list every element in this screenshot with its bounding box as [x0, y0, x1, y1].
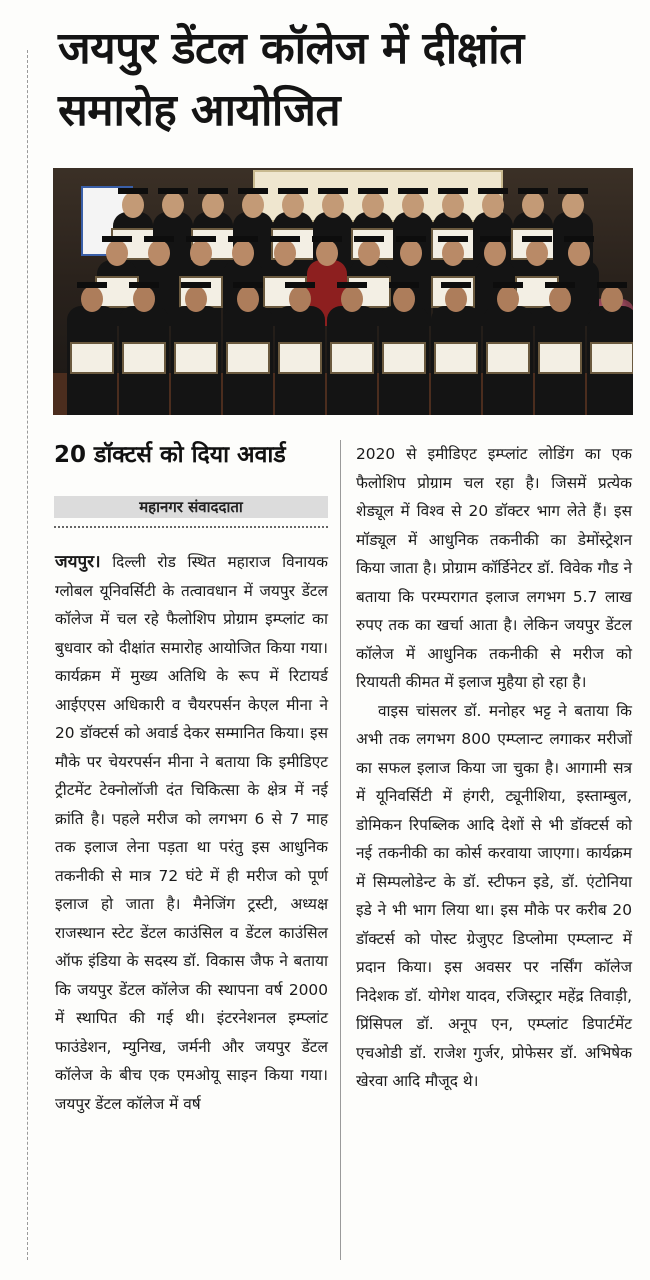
certificate-frame [278, 342, 322, 374]
certificate-frame [70, 342, 114, 374]
column-divider [340, 440, 341, 1260]
headline-line-2: समारोह आयोजित [58, 85, 341, 136]
article-dateline: जयपुर। [55, 552, 101, 572]
article-paragraph-3: वाइस चांसलर डॉ. मनोहर भट्ट ने बताया कि अभी तक लगभग 800 एम्प्लान्ट लगाकर मरीजों का सफल इलाज किया जा चुका है। आगामी सत्र में यूनिवर्सिटी में हंगरी, ट्यूनीशिया, इस्ताम्बुल, डोमिकन रिपब्लिक आदि देशों से भी डॉक्टर्स को नई तकनीकी का कोर्स करवाया जाएगा। कार्यक्रम में सिम्पलोडेन्ट के डॉ. स्टीफन इडे, डॉ. एंटोनिया इडे ने भी भाग लिया था। इस मौके पर करीब 20 डॉक्टर्स को पोस्ट ग्रेजुएट डिप्लोमा एम्प्लान्ट में प्रदान किया। इस अवसर पर नर्सिंग कॉलेज निदेशक डॉ. योगेश यादव, रजिस्ट्रार महेंद्र तिवाड़ी, प्रिंसिपल डॉ. अनूप एन, एम्प्लांट डिपार्टमेंट एचओडी डॉ. राजेश गुर्जर, प्रोफेसर डॉ. अभिषेक खेरवा आदि मौजूद थे। [356, 701, 632, 1090]
certificate-frame [382, 342, 426, 374]
certificate-frame [122, 342, 166, 374]
byline-dotted-divider [54, 526, 328, 528]
certificate-frame [174, 342, 218, 374]
article-right-column [356, 440, 632, 1096]
reporter-byline: महानगर संवाददाता [54, 496, 328, 518]
certificate-frame [434, 342, 478, 374]
article-paragraph-1 [55, 548, 328, 1118]
left-column-text: दिल्ली रोड स्थित महाराज विनायक ग्लोबल यूनिवर्सिटी के तत्वावधान में जयपुर डेंटल कॉलेज में चल रहे फैलोशिप प्रोग्राम इम्प्लांट का बुधवार को दीक्षांत समारोह आयोजित किया गया। कार्यक्रम में मुख्य अतिथि के रूप में रिटायर्ड आईएएस अधिकारी व चैयरपर्सन केएल मीना ने 20 डॉक्टर्स को अवार्ड देकर सम्मानित किया। इस मौके पर चेयरपर्सन मीना ने बताया कि इमीडिएट ट्रीटमेंट टेक्नोलॉजी दंत चिकित्सा के क्षेत्र में नई क्रांति है। पहले मरीज को लगभग 6 से 7 माह तक इलाज लेना पड़ता था परंतु इस आधुनिक तकनीकी से मात्र 72 घंटे में ही मरीज को पूर्ण इलाज हो जाता है। मैनेजिंग ट्रस्टी, अध्यक्ष राजस्थान स्टेट डेंटल काउंसिल व डेंटल काउंसिल ऑफ इंडिया के सदस्य डॉ. विकास जैफ ने बताया कि जयपुर डेंटल कॉलेज की स्थापना वर्ष 2000 में स्थापित की गई थी। इंटरनेशनल इम्प्लांट फाउंडेशन, म्युनिख, जर्मनी और जयपुर डेंटल कॉलेज के बीच एक एमओयू साइन किया गया। जयपुर डेंटल कॉलेज में वर्ष [55, 553, 328, 1113]
certificate-frame [226, 342, 270, 374]
certificate-frame [538, 342, 582, 374]
graduation-group-photo [53, 168, 633, 415]
page-margin-rule [27, 50, 28, 1260]
certificate-frame [330, 342, 374, 374]
article-subheadline: 20 डॉक्टर्स को दिया अवार्ड [54, 442, 286, 468]
certificate-frame [486, 342, 530, 374]
article-paragraph-2: 2020 से इमीडिएट इम्प्लांट लोडिंग का एक फैलोशिप प्रोग्राम चल रहा है। जिसमें प्रत्येक शेड्यूल में विश्व से 20 डॉक्टर भाग लेते हैं। इस मॉड्यूल में आधुनिक तकनीकी का डेमोंस्ट्रेशन किया जाता है। प्रोग्राम कॉर्डिनेटर डॉ. विवेक गौड ने बताया कि परम्परागत इलाज लगभग 5.7 लाख रुपए तक का खर्चा आता है। लेकिन जयपुर डेंटल कॉलेज में आधुनिक तकनीकी से मरीज को रियायती कीमत में इलाज मुहैया हो रहा है। [356, 445, 632, 691]
headline [58, 18, 628, 142]
certificate-frame [590, 342, 633, 374]
article-left-column [55, 548, 328, 1118]
headline-line-1: जयपुर डेंटल कॉलेज में दीक्षांत [58, 23, 524, 74]
